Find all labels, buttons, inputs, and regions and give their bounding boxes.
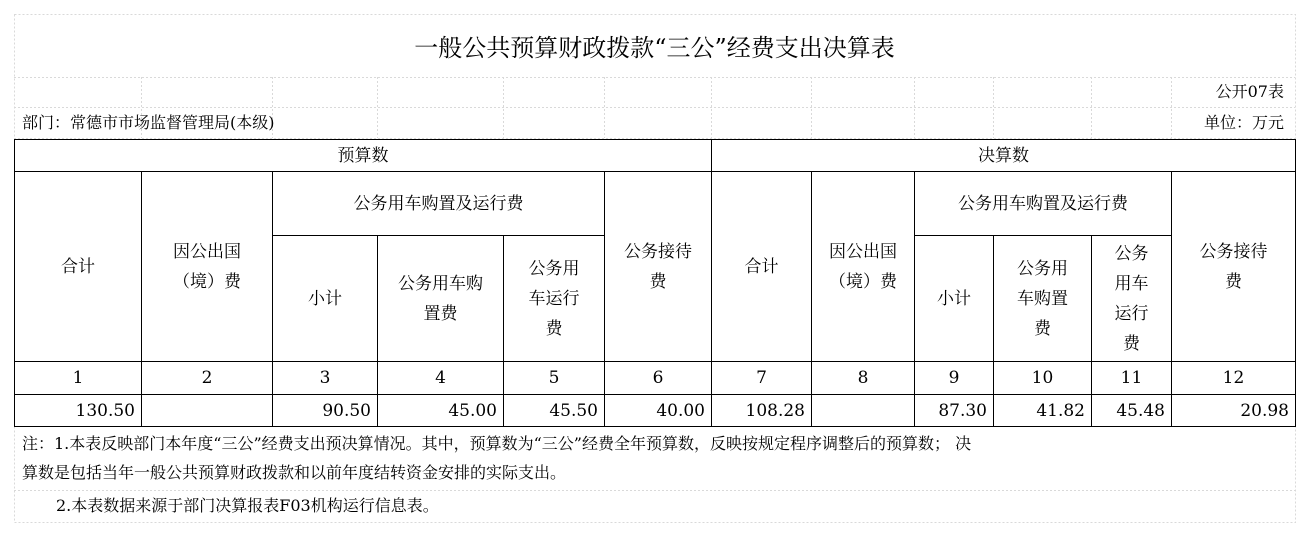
header-line: 费 [1034, 318, 1051, 339]
budget-subtotal-header: 小计 [273, 236, 378, 362]
header-line: 公务 [1114, 243, 1149, 264]
budget-vehicle-purchase-header [378, 236, 504, 362]
column-number: 7 [712, 362, 812, 395]
column-number: 11 [1092, 362, 1172, 395]
budget-total-header: 合计 [15, 172, 142, 362]
final-abroad-header [812, 172, 915, 362]
header-line: 运行 [1114, 303, 1149, 324]
final-vehicle-group-header: 公务用车购置及运行费 [915, 172, 1172, 236]
header-line: 费 [545, 318, 563, 339]
header-line: 费 [1225, 271, 1242, 292]
header-line: （境）费 [829, 271, 897, 292]
budget-abroad-header [142, 172, 273, 362]
note-line-1: 注：1.本表反映部门本年度“三公”经费支出预决算情况。其中，预算数为“三公”经费全年预算数，反映按规定程序调整后的预算数； 决 [22, 434, 972, 453]
column-number: 12 [1172, 362, 1296, 395]
column-number: 2 [142, 362, 273, 395]
final-reception-header [1172, 172, 1296, 362]
final-vehicle-purchase-header [994, 236, 1092, 362]
value-cell: 41.82 [994, 395, 1092, 427]
budget-vehicle-run-header [504, 236, 605, 362]
header-line: 因公出国 [829, 241, 897, 262]
report-title: 一般公共预算财政拨款“三公”经费支出决算表 [414, 34, 895, 62]
column-number: 10 [994, 362, 1092, 395]
table-code: 公开07表 [1215, 82, 1284, 101]
column-number: 3 [273, 362, 378, 395]
value-cell [142, 395, 273, 427]
value-cell: 45.00 [378, 395, 504, 427]
header-line: 费 [1123, 333, 1140, 354]
value-cell: 130.50 [15, 395, 142, 427]
column-number: 1 [15, 362, 142, 395]
values-row [15, 395, 1296, 427]
header-line: 置费 [423, 303, 458, 324]
value-cell: 45.50 [504, 395, 605, 427]
value-cell: 90.50 [273, 395, 378, 427]
value-cell: 20.98 [1172, 395, 1296, 427]
final-total-header: 合计 [712, 172, 812, 362]
header-line: 公务接待 [1199, 241, 1268, 262]
header-line: 车购置 [1017, 288, 1068, 309]
header-line: 公务用 [1017, 258, 1068, 279]
column-number: 5 [504, 362, 605, 395]
note-line-3: 2.本表数据来源于部门决算报表F03机构运行信息表。 [56, 496, 439, 515]
final-subtotal-header: 小计 [915, 236, 994, 362]
value-cell [812, 395, 915, 427]
value-cell: 40.00 [605, 395, 712, 427]
final-vehicle-run-header [1092, 236, 1172, 362]
value-cell: 87.30 [915, 395, 994, 427]
column-number: 9 [915, 362, 994, 395]
header-line: 公务用 [528, 258, 580, 279]
header-line: （境）费 [173, 271, 241, 292]
budget-reception-header [605, 172, 712, 362]
header-line: 公务接待 [624, 241, 692, 262]
unit-label: 单位：万元 [1203, 113, 1284, 132]
three-public-expenses-table [14, 139, 1296, 427]
column-number: 6 [605, 362, 712, 395]
header-line: 因公出国 [173, 241, 241, 262]
column-number: 8 [812, 362, 915, 395]
header-line: 费 [649, 271, 667, 292]
header-line: 车运行 [528, 288, 580, 309]
final-group-header: 决算数 [712, 140, 1296, 172]
header-line: 公务用车购 [398, 273, 483, 294]
department-label: 部门：常德市市场监督管理局(本级) [22, 113, 275, 132]
column-number: 4 [378, 362, 504, 395]
note-line-2: 算数是包括当年一般公共预算财政拨款和以前年度结转资金安排的实际支出。 [22, 463, 567, 482]
header-line: 用车 [1114, 273, 1149, 294]
value-cell: 45.48 [1092, 395, 1172, 427]
column-number-row [15, 362, 1296, 395]
budget-group-header: 预算数 [15, 140, 712, 172]
value-cell: 108.28 [712, 395, 812, 427]
budget-vehicle-group-header: 公务用车购置及运行费 [273, 172, 605, 236]
